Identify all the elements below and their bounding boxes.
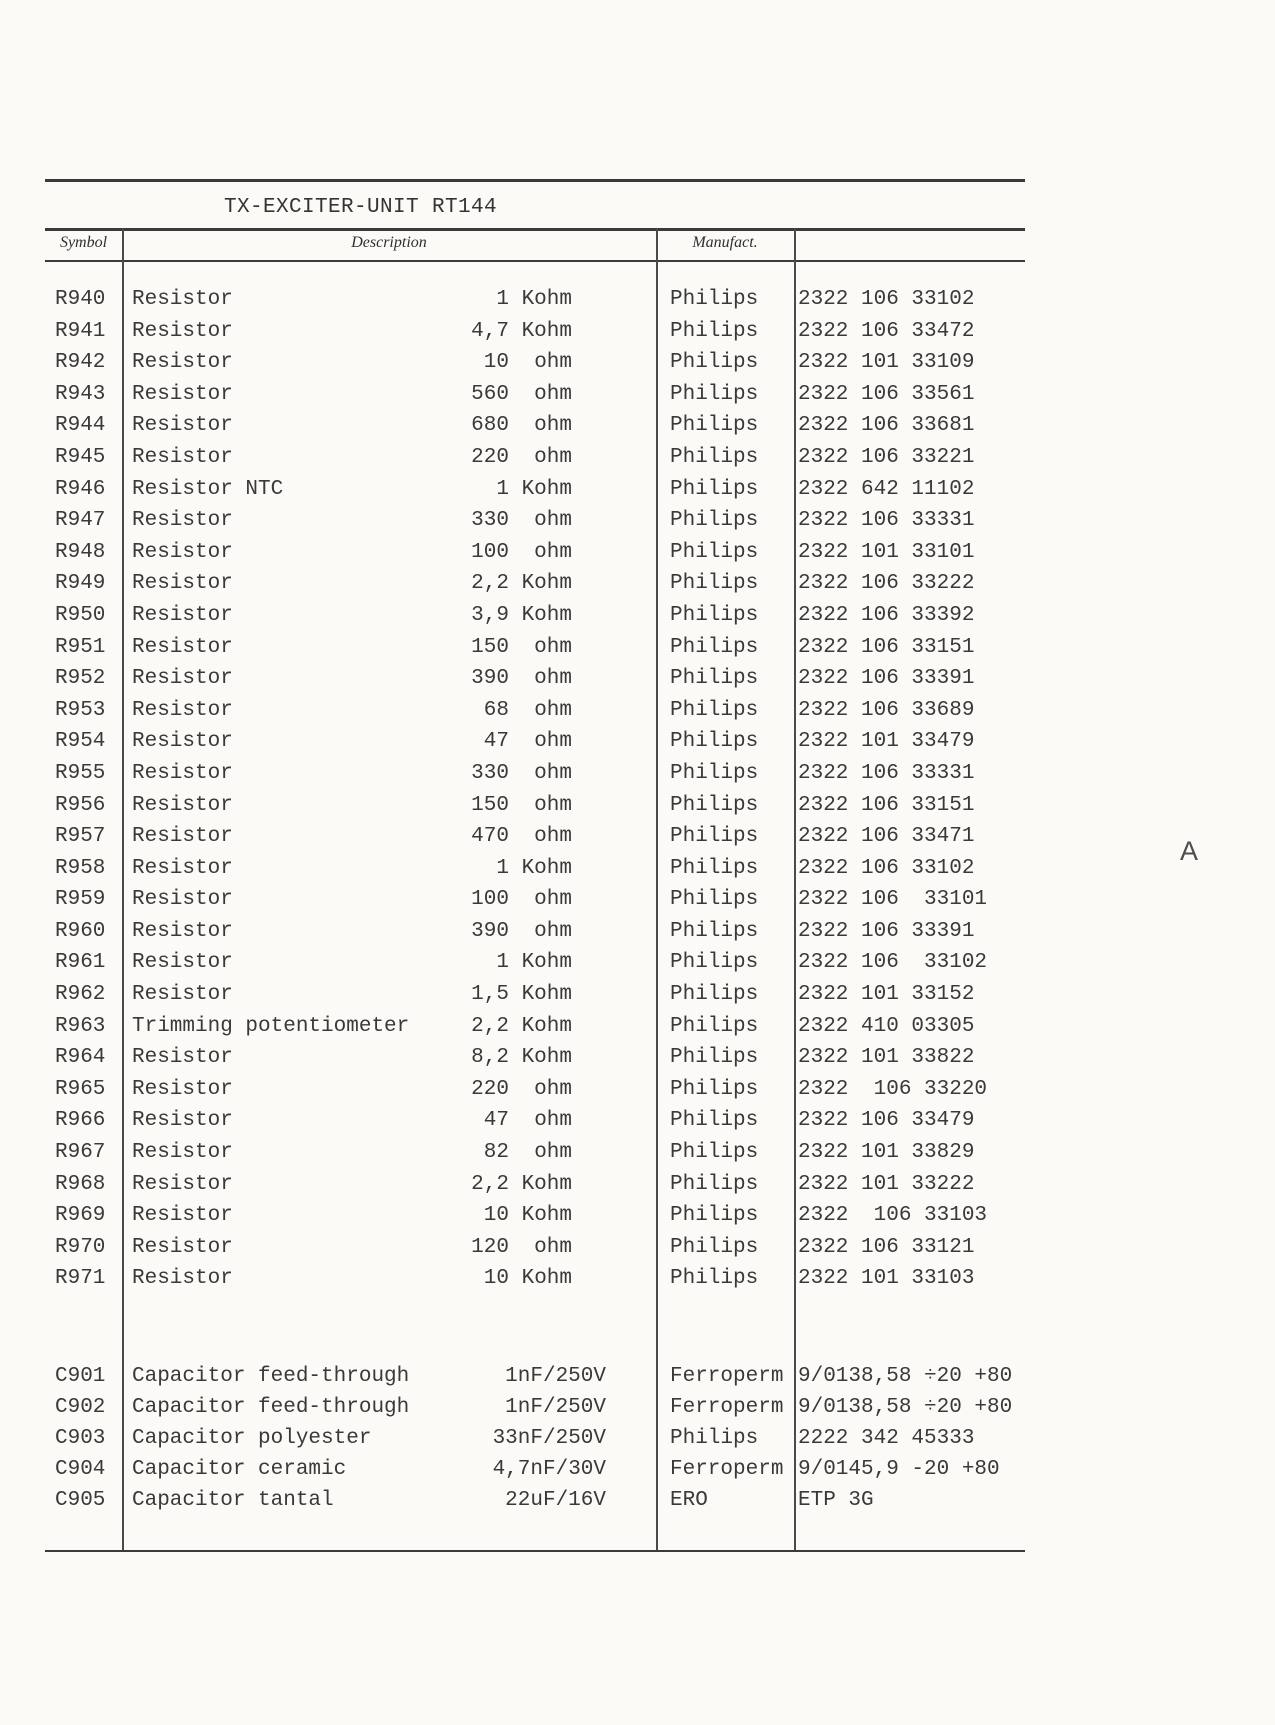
part-number-cell: 2322 106 33221 bbox=[798, 445, 975, 469]
table-row bbox=[0, 821, 1275, 853]
value-cell: 1,5 Kohm bbox=[471, 983, 572, 1007]
manufacturer-cell: Philips bbox=[670, 983, 759, 1007]
part-number-cell: 2322 106 33101 bbox=[798, 888, 988, 912]
description-cell: Resistor bbox=[132, 509, 233, 533]
table-row bbox=[0, 1169, 1275, 1201]
manufacturer-cell: Ferroperm bbox=[670, 1396, 784, 1419]
table-row bbox=[0, 979, 1275, 1011]
description-cell: Capacitor feed-through bbox=[132, 1396, 410, 1419]
manufacturer-cell: Philips bbox=[670, 1427, 759, 1450]
table-row bbox=[0, 568, 1275, 600]
manufacturer-cell: Ferroperm bbox=[670, 1458, 784, 1481]
value-cell: 390 ohm bbox=[471, 667, 572, 691]
manufacturer-cell: Philips bbox=[670, 1077, 759, 1101]
value-cell: 1 Kohm bbox=[496, 951, 572, 975]
symbol-cell: R967 bbox=[55, 1141, 106, 1165]
description-cell: Resistor bbox=[132, 603, 233, 627]
value-cell: 4,7nF/30V bbox=[492, 1458, 606, 1481]
part-number-cell: 2322 106 33681 bbox=[798, 414, 975, 438]
description-cell: Resistor bbox=[132, 1109, 233, 1133]
column-header-manufacturer: Manufact. bbox=[692, 234, 758, 251]
symbol-cell: R950 bbox=[55, 603, 106, 627]
description-cell: Trimming potentiometer bbox=[132, 1014, 410, 1038]
symbol-cell: R963 bbox=[55, 1014, 106, 1038]
part-number-cell: 2322 106 33151 bbox=[798, 635, 975, 659]
table-row bbox=[0, 474, 1275, 506]
bottom-rule bbox=[45, 1550, 1025, 1552]
table-row bbox=[0, 1423, 1275, 1454]
part-number-cell: 2322 106 33331 bbox=[798, 761, 975, 785]
value-cell: 10 Kohm bbox=[483, 1204, 572, 1228]
description-cell: Resistor bbox=[132, 983, 233, 1007]
capacitor-section bbox=[0, 1361, 1275, 1516]
description-cell: Resistor bbox=[132, 445, 233, 469]
manufacturer-cell: Philips bbox=[670, 1172, 759, 1196]
description-cell: Resistor bbox=[132, 1172, 233, 1196]
column-header-symbol: Symbol bbox=[59, 234, 108, 251]
value-cell: 220 ohm bbox=[471, 445, 572, 469]
value-cell: 100 ohm bbox=[471, 540, 572, 564]
part-number-cell: 9/0138,58 ÷20 +80 bbox=[798, 1396, 1013, 1419]
table-row bbox=[0, 442, 1275, 474]
part-number-cell: 2322 106 33479 bbox=[798, 1109, 975, 1133]
part-number-cell: 2322 410 03305 bbox=[798, 1014, 975, 1038]
description-cell: Resistor bbox=[132, 351, 233, 375]
manufacturer-cell: Philips bbox=[670, 288, 759, 311]
part-number-cell: 2322 101 33222 bbox=[798, 1172, 975, 1196]
description-cell: Resistor bbox=[132, 951, 233, 975]
table-row bbox=[0, 853, 1275, 885]
part-number-cell: 2322 106 33102 bbox=[798, 288, 975, 311]
part-number-cell: 2322 106 33689 bbox=[798, 698, 975, 722]
part-number-cell: 9/0145,9 -20 +80 bbox=[798, 1458, 1000, 1481]
description-cell: Resistor bbox=[132, 1204, 233, 1228]
manufacturer-cell: Philips bbox=[670, 540, 759, 564]
value-cell: 10 Kohm bbox=[483, 1267, 572, 1291]
top-rule bbox=[45, 179, 1025, 182]
table-row bbox=[0, 1454, 1275, 1485]
manufacturer-cell: Philips bbox=[670, 382, 759, 406]
manufacturer-cell: Philips bbox=[670, 667, 759, 691]
symbol-cell: R959 bbox=[55, 888, 106, 912]
part-number-cell: 2322 101 33109 bbox=[798, 351, 975, 375]
table-row bbox=[0, 790, 1275, 822]
symbol-cell: R951 bbox=[55, 635, 106, 659]
value-cell: 150 ohm bbox=[471, 635, 572, 659]
part-number-cell: 2322 101 33103 bbox=[798, 1267, 975, 1291]
description-cell: Resistor bbox=[132, 1235, 233, 1259]
value-cell: 1nF/250V bbox=[505, 1365, 606, 1388]
manufacturer-cell: ERO bbox=[670, 1489, 708, 1512]
symbol-cell: C901 bbox=[55, 1365, 106, 1388]
symbol-cell: R958 bbox=[55, 856, 106, 880]
description-cell: Resistor bbox=[132, 414, 233, 438]
symbol-cell: R964 bbox=[55, 1046, 106, 1070]
value-cell: 330 ohm bbox=[471, 509, 572, 533]
symbol-cell: R952 bbox=[55, 667, 106, 691]
part-number-cell: 2322 106 33222 bbox=[798, 572, 975, 596]
description-cell: Resistor bbox=[132, 856, 233, 880]
description-cell: Resistor NTC bbox=[132, 477, 284, 501]
symbol-cell: R955 bbox=[55, 761, 106, 785]
table-row bbox=[0, 1137, 1275, 1169]
manufacturer-cell: Philips bbox=[670, 825, 759, 849]
symbol-cell: R957 bbox=[55, 825, 106, 849]
part-number-cell: 2322 106 33151 bbox=[798, 793, 975, 817]
table-row bbox=[0, 1042, 1275, 1074]
value-cell: 2,2 Kohm bbox=[471, 1014, 572, 1038]
page-title: TX-EXCITER-UNIT RT144 bbox=[224, 196, 498, 219]
symbol-cell: R940 bbox=[55, 288, 106, 311]
description-cell: Resistor bbox=[132, 919, 233, 943]
table-row bbox=[0, 1361, 1275, 1392]
description-cell: Resistor bbox=[132, 288, 233, 311]
value-cell: 4,7 Kohm bbox=[471, 319, 572, 343]
symbol-cell: R961 bbox=[55, 951, 106, 975]
table-row bbox=[0, 726, 1275, 758]
manufacturer-cell: Philips bbox=[670, 1109, 759, 1133]
symbol-cell: R971 bbox=[55, 1267, 106, 1291]
part-number-cell: 2322 106 33391 bbox=[798, 667, 975, 691]
symbol-cell: R966 bbox=[55, 1109, 106, 1133]
description-cell: Resistor bbox=[132, 667, 233, 691]
value-cell: 120 ohm bbox=[471, 1235, 572, 1259]
description-cell: Capacitor feed-through bbox=[132, 1365, 410, 1388]
header-top-rule bbox=[45, 228, 1025, 231]
description-cell: Resistor bbox=[132, 1077, 233, 1101]
value-cell: 1 Kohm bbox=[496, 288, 572, 311]
value-cell: 8,2 Kohm bbox=[471, 1046, 572, 1070]
table-row bbox=[0, 600, 1275, 632]
manufacturer-cell: Philips bbox=[670, 1141, 759, 1165]
value-cell: 390 ohm bbox=[471, 919, 572, 943]
value-cell: 220 ohm bbox=[471, 1077, 572, 1101]
symbol-cell: R956 bbox=[55, 793, 106, 817]
part-number-cell: 2322 106 33391 bbox=[798, 919, 975, 943]
description-cell: Resistor bbox=[132, 1267, 233, 1291]
value-cell: 1 Kohm bbox=[496, 477, 572, 501]
symbol-cell: R953 bbox=[55, 698, 106, 722]
part-number-cell: 2322 106 33102 bbox=[798, 856, 975, 880]
manufacturer-cell: Philips bbox=[670, 1235, 759, 1259]
symbol-cell: R968 bbox=[55, 1172, 106, 1196]
value-cell: 47 ohm bbox=[483, 730, 572, 754]
table-row bbox=[0, 1485, 1275, 1516]
manufacturer-cell: Philips bbox=[670, 635, 759, 659]
manufacturer-cell: Philips bbox=[670, 919, 759, 943]
manufacturer-cell: Philips bbox=[670, 761, 759, 785]
description-cell: Resistor bbox=[132, 825, 233, 849]
table-row bbox=[0, 758, 1275, 790]
manufacturer-cell: Philips bbox=[670, 477, 759, 501]
part-number-cell: 2322 101 33101 bbox=[798, 540, 975, 564]
manufacturer-cell: Philips bbox=[670, 698, 759, 722]
table-row bbox=[0, 1263, 1275, 1295]
table-row bbox=[0, 1105, 1275, 1137]
symbol-cell: R969 bbox=[55, 1204, 106, 1228]
description-cell: Capacitor tantal bbox=[132, 1489, 334, 1512]
description-cell: Capacitor ceramic bbox=[132, 1458, 347, 1481]
symbol-cell: C905 bbox=[55, 1489, 106, 1512]
table-row bbox=[0, 947, 1275, 979]
manufacturer-cell: Philips bbox=[670, 1204, 759, 1228]
header-bottom-rule bbox=[45, 260, 1025, 262]
value-cell: 68 ohm bbox=[483, 698, 572, 722]
part-number-cell: 2322 106 33472 bbox=[798, 319, 975, 343]
table-row bbox=[0, 505, 1275, 537]
value-cell: 2,2 Kohm bbox=[471, 572, 572, 596]
manufacturer-cell: Philips bbox=[670, 1046, 759, 1070]
description-cell: Resistor bbox=[132, 888, 233, 912]
description-cell: Resistor bbox=[132, 382, 233, 406]
table-row bbox=[0, 1074, 1275, 1106]
description-cell: Resistor bbox=[132, 730, 233, 754]
table-row bbox=[0, 632, 1275, 664]
description-cell: Resistor bbox=[132, 1046, 233, 1070]
manufacturer-cell: Philips bbox=[670, 1267, 759, 1291]
symbol-cell: R970 bbox=[55, 1235, 106, 1259]
value-cell: 100 ohm bbox=[471, 888, 572, 912]
table-row bbox=[0, 695, 1275, 727]
value-cell: 2,2 Kohm bbox=[471, 1172, 572, 1196]
manufacturer-cell: Philips bbox=[670, 793, 759, 817]
symbol-cell: C902 bbox=[55, 1396, 106, 1419]
table-row bbox=[0, 1200, 1275, 1232]
manufacturer-cell: Philips bbox=[670, 572, 759, 596]
part-number-cell: 2322 106 33392 bbox=[798, 603, 975, 627]
value-cell: 22uF/16V bbox=[505, 1489, 606, 1512]
table-row bbox=[0, 663, 1275, 695]
manufacturer-cell: Ferroperm bbox=[670, 1365, 784, 1388]
value-cell: 330 ohm bbox=[471, 761, 572, 785]
part-number-cell: 9/0138,58 ÷20 +80 bbox=[798, 1365, 1013, 1388]
symbol-cell: R942 bbox=[55, 351, 106, 375]
manufacturer-cell: Philips bbox=[670, 603, 759, 627]
symbol-cell: R954 bbox=[55, 730, 106, 754]
symbol-cell: R946 bbox=[55, 477, 106, 501]
manufacturer-cell: Philips bbox=[670, 951, 759, 975]
symbol-cell: R943 bbox=[55, 382, 106, 406]
symbol-cell: R945 bbox=[55, 445, 106, 469]
value-cell: 470 ohm bbox=[471, 825, 572, 849]
column-header-description: Description bbox=[351, 234, 427, 251]
description-cell: Resistor bbox=[132, 572, 233, 596]
symbol-cell: R960 bbox=[55, 919, 106, 943]
symbol-cell: R949 bbox=[55, 572, 106, 596]
table-row bbox=[0, 347, 1275, 379]
description-cell: Resistor bbox=[132, 635, 233, 659]
part-number-cell: 2322 101 33829 bbox=[798, 1141, 975, 1165]
value-cell: 680 ohm bbox=[471, 414, 572, 438]
table-row bbox=[0, 1232, 1275, 1264]
table-row bbox=[0, 1392, 1275, 1423]
table-row bbox=[0, 537, 1275, 569]
part-number-cell: 2322 642 11102 bbox=[798, 477, 975, 501]
table-row bbox=[0, 379, 1275, 411]
table-row bbox=[0, 284, 1275, 316]
value-cell: 1nF/250V bbox=[505, 1396, 606, 1419]
page-annotation-letter: A bbox=[1180, 836, 1199, 866]
description-cell: Resistor bbox=[132, 319, 233, 343]
part-number-cell: 2322 106 33471 bbox=[798, 825, 975, 849]
value-cell: 47 ohm bbox=[483, 1109, 572, 1133]
resistor-section bbox=[0, 284, 1275, 1295]
table-row bbox=[0, 884, 1275, 916]
part-number-cell: 2322 106 33561 bbox=[798, 382, 975, 406]
value-cell: 10 ohm bbox=[483, 351, 572, 375]
table-row bbox=[0, 410, 1275, 442]
manufacturer-cell: Philips bbox=[670, 414, 759, 438]
description-cell: Resistor bbox=[132, 540, 233, 564]
description-cell: Resistor bbox=[132, 761, 233, 785]
part-number-cell: 2322 101 33479 bbox=[798, 730, 975, 754]
manufacturer-cell: Philips bbox=[670, 1014, 759, 1038]
value-cell: 3,9 Kohm bbox=[471, 603, 572, 627]
part-number-cell: 2322 106 33331 bbox=[798, 509, 975, 533]
table-row bbox=[0, 316, 1275, 348]
manufacturer-cell: Philips bbox=[670, 509, 759, 533]
part-number-cell: 2322 106 33103 bbox=[798, 1204, 988, 1228]
value-cell: 82 ohm bbox=[483, 1141, 572, 1165]
part-number-cell: 2322 106 33220 bbox=[798, 1077, 988, 1101]
symbol-cell: R962 bbox=[55, 983, 106, 1007]
manufacturer-cell: Philips bbox=[670, 888, 759, 912]
table-row bbox=[0, 1011, 1275, 1043]
description-cell: Resistor bbox=[132, 698, 233, 722]
manufacturer-cell: Philips bbox=[670, 856, 759, 880]
description-cell: Capacitor polyester bbox=[132, 1427, 372, 1450]
value-cell: 1 Kohm bbox=[496, 856, 572, 880]
part-number-cell: 2322 101 33822 bbox=[798, 1046, 975, 1070]
symbol-cell: R965 bbox=[55, 1077, 106, 1101]
part-number-cell: 2322 106 33102 bbox=[798, 951, 988, 975]
table-row bbox=[0, 916, 1275, 948]
symbol-cell: R941 bbox=[55, 319, 106, 343]
symbol-cell: C903 bbox=[55, 1427, 106, 1450]
description-cell: Resistor bbox=[132, 1141, 233, 1165]
symbol-cell: R944 bbox=[55, 414, 106, 438]
part-number-cell: ETP 3G bbox=[798, 1489, 874, 1512]
symbol-cell: R947 bbox=[55, 509, 106, 533]
manufacturer-cell: Philips bbox=[670, 319, 759, 343]
part-number-cell: 2322 106 33121 bbox=[798, 1235, 975, 1259]
manufacturer-cell: Philips bbox=[670, 730, 759, 754]
description-cell: Resistor bbox=[132, 793, 233, 817]
value-cell: 150 ohm bbox=[471, 793, 572, 817]
value-cell: 560 ohm bbox=[471, 382, 572, 406]
symbol-cell: C904 bbox=[55, 1458, 106, 1481]
part-number-cell: 2222 342 45333 bbox=[798, 1427, 975, 1450]
manufacturer-cell: Philips bbox=[670, 445, 759, 469]
part-number-cell: 2322 101 33152 bbox=[798, 983, 975, 1007]
manufacturer-cell: Philips bbox=[670, 351, 759, 375]
value-cell: 33nF/250V bbox=[492, 1427, 606, 1450]
symbol-cell: R948 bbox=[55, 540, 106, 564]
